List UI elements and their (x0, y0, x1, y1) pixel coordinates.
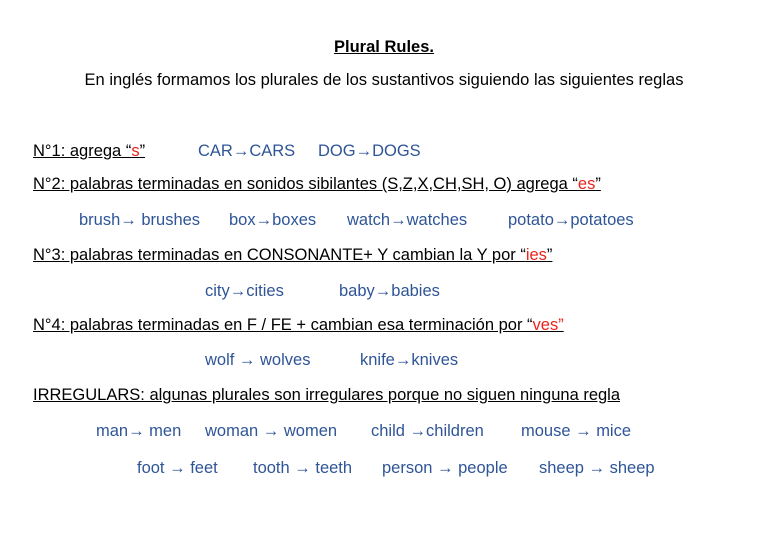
example-mouse: mouse → mice (521, 422, 632, 440)
example-man: man→ men (96, 422, 182, 440)
example-person: person → people (382, 459, 508, 477)
rule-2 (33, 174, 601, 194)
example-child: child →children (371, 422, 484, 440)
rule-2-suffix: es (577, 175, 596, 193)
rule-2-close-quote: ” (595, 175, 601, 193)
example-watch: watch→watches (347, 211, 468, 229)
example-baby: baby→babies (339, 282, 440, 300)
rule-1-text: N°1: agrega “ (33, 142, 132, 160)
rule-1-suffix: s (131, 142, 140, 160)
example-brush: brush→ brushes (79, 211, 201, 229)
example-box: box→boxes (229, 211, 317, 229)
rule-4-suffix: ves” (532, 316, 564, 334)
irregulars-heading: IRREGULARS: algunas plurales son irregulares porque no siguen ninguna regla (33, 386, 621, 404)
rule-4 (33, 315, 564, 335)
intro-text: En inglés formamos los plurales de los sustantivos siguiendo las siguientes reglas (84, 71, 684, 89)
example-foot: foot → feet (137, 459, 218, 477)
example-knife: knife→knives (360, 351, 459, 369)
page-title: Plural Rules. (334, 38, 434, 56)
example-dog: DOG→DOGS (318, 142, 421, 160)
rule-3 (33, 245, 552, 265)
example-potato: potato→potatoes (508, 211, 634, 229)
example-city: city→cities (205, 282, 284, 300)
rule-1 (33, 141, 145, 161)
rule-4-text: N°4: palabras terminadas en F / FE + cambian esa terminación por “ (33, 316, 533, 334)
example-car: CAR→CARS (198, 142, 296, 160)
example-wolf: wolf → wolves (205, 351, 311, 369)
example-tooth: tooth → teeth (253, 459, 353, 477)
example-sheep: sheep → sheep (539, 459, 655, 477)
rule-1-close-quote: ” (139, 142, 146, 160)
rule-3-close-quote: ” (546, 246, 553, 264)
rule-3-suffix: ies (525, 246, 547, 264)
rule-3-text: N°3: palabras terminadas en CONSONANTE+ Y cambian la Y por “ (33, 246, 526, 264)
rule-2-text: N°2: palabras terminadas en sonidos sibilantes (S,Z,X,CH,SH, O) agrega “ (33, 175, 578, 193)
example-woman: woman → women (205, 422, 338, 440)
